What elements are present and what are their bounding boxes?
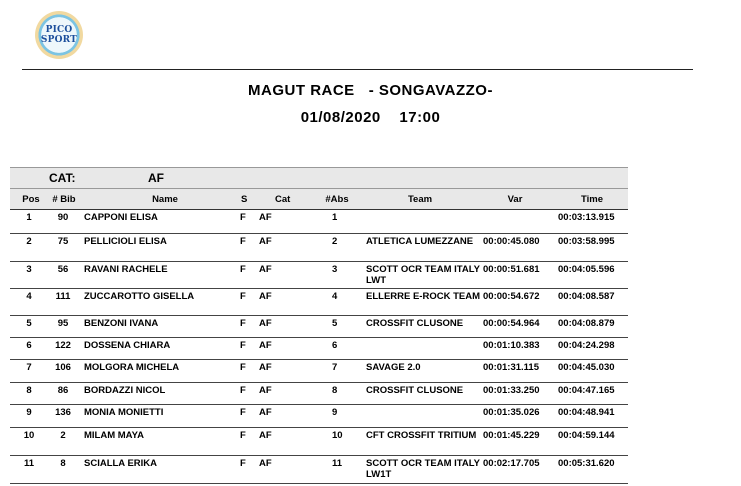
category-bar xyxy=(10,167,628,188)
cell-time: 00:04:47.165 xyxy=(558,385,615,396)
race-datetime: 01/08/2020 17:00 xyxy=(300,109,441,126)
cell-sex: F xyxy=(240,264,246,275)
cell-name: BORDAZZI NICOL xyxy=(84,385,166,396)
cell-time: 00:03:58.995 xyxy=(558,236,615,247)
cell-sex: F xyxy=(240,212,246,223)
cell-bib: 106 xyxy=(55,362,71,373)
cell-bib: 90 xyxy=(57,212,69,223)
cell-var: 00:00:45.080 xyxy=(483,236,540,247)
cell-name: DOSSENA CHIARA xyxy=(84,340,171,351)
cell-abs: 9 xyxy=(332,407,338,418)
cell-time: 00:03:13.915 xyxy=(558,212,615,223)
cell-pos: 10 xyxy=(23,430,35,441)
table-row xyxy=(10,456,628,484)
cell-bib: 8 xyxy=(60,458,66,469)
cell-abs: 3 xyxy=(332,264,338,275)
header-divider xyxy=(22,69,693,70)
cell-name: RAVANI RACHELE xyxy=(84,264,168,275)
cell-bib: 136 xyxy=(55,407,71,418)
cell-abs: 6 xyxy=(332,340,338,351)
col-team: Team xyxy=(407,194,433,205)
cell-name: MILAM MAYA xyxy=(84,430,144,441)
cell-team: CROSSFIT CLUSONE xyxy=(366,318,464,329)
cell-var: 00:01:35.026 xyxy=(483,407,540,418)
cell-team: CFT CROSSFIT TRITIUM xyxy=(366,430,477,441)
cell-cat: AF xyxy=(259,430,272,441)
logo-line-2: SPORT xyxy=(40,35,78,45)
cell-cat: AF xyxy=(259,385,272,396)
cell-cat: AF xyxy=(259,236,272,247)
cell-name: CAPPONI ELISA xyxy=(84,212,158,223)
cell-cat: AF xyxy=(259,318,272,329)
cell-pos: 6 xyxy=(26,340,32,351)
category-label: CAT: xyxy=(49,171,76,185)
cell-sex: F xyxy=(240,430,246,441)
col-bib: # Bib xyxy=(52,194,76,205)
cell-abs: 1 xyxy=(332,212,338,223)
cell-sex: F xyxy=(240,291,246,302)
cell-pos: 5 xyxy=(26,318,32,329)
cell-bib: 2 xyxy=(60,430,66,441)
cell-pos: 8 xyxy=(26,385,32,396)
cell-time: 00:04:59.144 xyxy=(558,430,615,441)
cell-bib: 111 xyxy=(55,291,71,302)
cell-abs: 7 xyxy=(332,362,338,373)
cell-sex: F xyxy=(240,458,246,469)
cell-var: 00:00:54.964 xyxy=(483,318,540,329)
cell-var: 00:01:33.250 xyxy=(483,385,540,396)
logo-line-1: PICO xyxy=(45,25,73,35)
table-row xyxy=(10,383,628,405)
cell-time: 00:05:31.620 xyxy=(558,458,615,469)
table-header xyxy=(10,188,628,210)
table-row xyxy=(10,405,628,428)
cell-name: PELLICIOLI ELISA xyxy=(84,236,167,247)
cell-sex: F xyxy=(240,318,246,329)
cell-name: BENZONI IVANA xyxy=(84,318,159,329)
cell-time: 00:04:48.941 xyxy=(558,407,615,418)
cell-abs: 2 xyxy=(332,236,338,247)
table-row xyxy=(10,262,628,289)
cell-pos: 7 xyxy=(26,362,32,373)
table-row xyxy=(10,210,628,234)
cell-abs: 4 xyxy=(332,291,338,302)
race-title: MAGUT RACE - SONGAVAZZO- xyxy=(248,82,493,99)
cell-name: MOLGORA MICHELA xyxy=(84,362,180,373)
cell-pos: 2 xyxy=(26,236,32,247)
cell-cat: AF xyxy=(259,291,272,302)
table-row xyxy=(10,234,628,262)
cell-cat: AF xyxy=(259,458,272,469)
cell-pos: 11 xyxy=(23,458,35,469)
cell-bib: 56 xyxy=(57,264,69,275)
cell-name: SCIALLA ERIKA xyxy=(84,458,158,469)
cell-team: SCOTT OCR TEAM ITALY LW1T xyxy=(366,458,480,480)
cell-time: 00:04:08.879 xyxy=(558,318,615,329)
cell-team: SAVAGE 2.0 xyxy=(366,362,421,373)
cell-bib: 75 xyxy=(57,236,69,247)
cell-var: 00:02:17.705 xyxy=(483,458,540,469)
cell-time: 00:04:05.596 xyxy=(558,264,615,275)
cell-cat: AF xyxy=(259,407,272,418)
cell-pos: 4 xyxy=(26,291,32,302)
cell-cat: AF xyxy=(259,340,272,351)
cell-sex: F xyxy=(240,340,246,351)
cell-pos: 1 xyxy=(26,212,32,223)
cell-sex: F xyxy=(240,407,246,418)
col-name: Name xyxy=(152,194,178,205)
cell-abs: 11 xyxy=(332,458,343,469)
cell-var: 00:00:54.672 xyxy=(483,291,540,302)
cell-name: MONIA MONIETTI xyxy=(84,407,164,418)
col-var: Var xyxy=(507,194,523,205)
cell-team: CROSSFIT CLUSONE xyxy=(366,385,464,396)
cell-pos: 9 xyxy=(26,407,32,418)
cell-var: 00:01:31.115 xyxy=(483,362,539,373)
table-row xyxy=(10,338,628,360)
cell-abs: 10 xyxy=(332,430,343,441)
cell-time: 00:04:45.030 xyxy=(558,362,615,373)
cell-abs: 5 xyxy=(332,318,338,329)
cell-time: 00:04:24.298 xyxy=(558,340,615,351)
cell-bib: 86 xyxy=(57,385,69,396)
cell-sex: F xyxy=(240,236,246,247)
category-value: AF xyxy=(148,171,164,185)
col-cat: Cat xyxy=(275,194,291,205)
cell-var: 00:01:45.229 xyxy=(483,430,540,441)
pico-sport-logo xyxy=(35,11,83,59)
col-abs: #Abs xyxy=(325,194,349,205)
cell-cat: AF xyxy=(259,362,272,373)
table-row xyxy=(10,289,628,316)
col-pos: Pos xyxy=(22,194,40,205)
table-row xyxy=(10,428,628,456)
cell-bib: 95 xyxy=(57,318,69,329)
cell-team: ELLERRE E-ROCK TEAM xyxy=(366,291,480,302)
cell-pos: 3 xyxy=(26,264,32,275)
cell-sex: F xyxy=(240,385,246,396)
table-row xyxy=(10,316,628,338)
col-sex: S xyxy=(241,194,248,205)
cell-cat: AF xyxy=(259,212,272,223)
table-row xyxy=(10,360,628,383)
col-time: Time xyxy=(580,194,603,205)
cell-var: 00:01:10.383 xyxy=(483,340,540,351)
cell-bib: 122 xyxy=(55,340,71,351)
cell-sex: F xyxy=(240,362,246,373)
cell-time: 00:04:08.587 xyxy=(558,291,615,302)
cell-team: ATLETICA LUMEZZANE xyxy=(366,236,474,247)
cell-cat: AF xyxy=(259,264,272,275)
cell-name: ZUCCAROTTO GISELLA xyxy=(84,291,195,302)
cell-abs: 8 xyxy=(332,385,338,396)
cell-team: SCOTT OCR TEAM ITALY LWT xyxy=(366,264,480,286)
cell-var: 00:00:51.681 xyxy=(483,264,540,275)
